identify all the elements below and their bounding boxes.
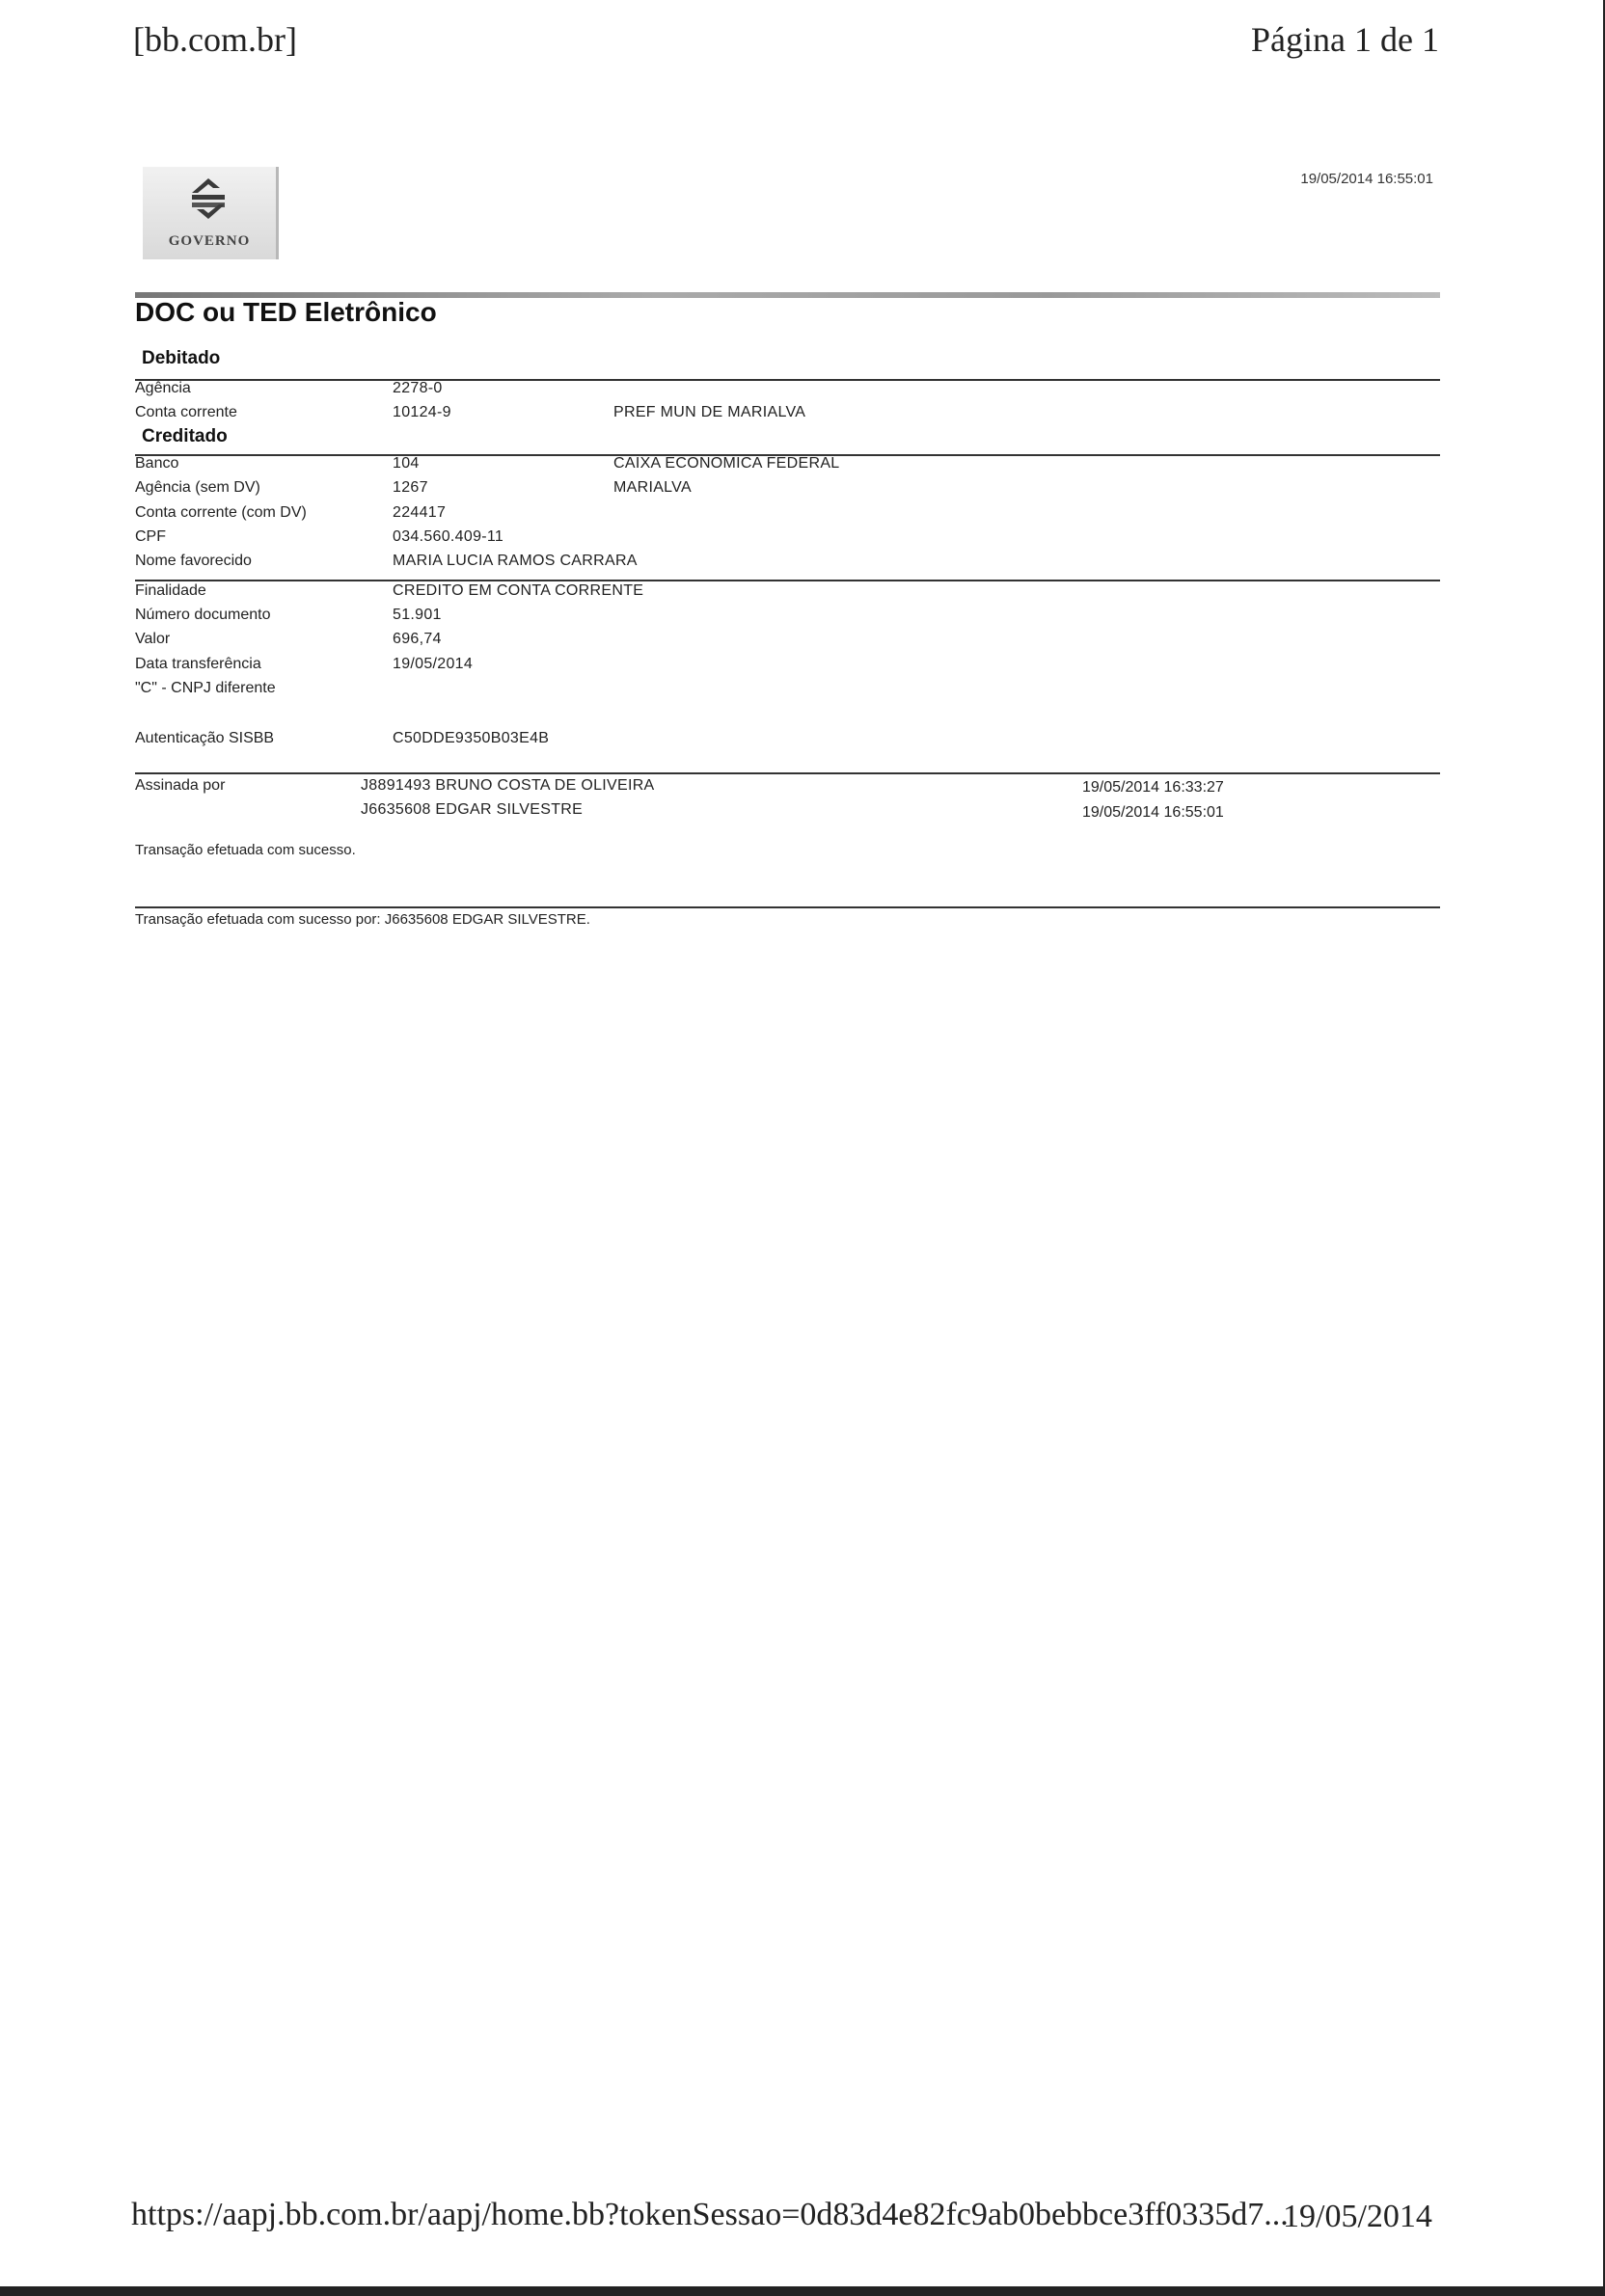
scan-edge-bottom xyxy=(0,2286,1605,2296)
label-data-transferencia: Data transferência xyxy=(135,656,261,672)
section-divider xyxy=(135,772,1440,774)
value-cpf: 034.560.409-11 xyxy=(393,528,504,545)
section-divider xyxy=(135,379,1440,381)
signer-datetime: 19/05/2014 16:55:01 xyxy=(1082,804,1224,821)
note-cnpj-diferente: "C" - CNPJ diferente xyxy=(135,680,276,696)
bank-logo xyxy=(143,167,279,259)
label-valor: Valor xyxy=(135,631,171,647)
label-banco: Banco xyxy=(135,455,179,472)
value-nome-favorecido: MARIA LUCIA RAMOS CARRARA xyxy=(393,553,638,569)
section-debitado-heading: Debitado xyxy=(142,348,221,368)
print-header-site: [bb.com.br] xyxy=(133,20,297,59)
label-nome-favorecido: Nome favorecido xyxy=(135,553,252,569)
value-banco: 104 xyxy=(393,455,420,472)
print-header-page: Página 1 de 1 xyxy=(1251,20,1439,59)
print-footer-date: 19/05/2014 xyxy=(1283,2199,1432,2234)
value-creditado-conta: 224417 xyxy=(393,504,447,521)
footer-divider xyxy=(135,906,1440,908)
value-finalidade: CREDITO EM CONTA CORRENTE xyxy=(393,582,644,599)
section-divider xyxy=(135,580,1440,581)
value-banco-name: CAIXA ECONOMICA FEDERAL xyxy=(613,455,840,472)
value-numero-documento: 51.901 xyxy=(393,607,442,623)
signer-name: J6635608 EDGAR SILVESTRE xyxy=(361,801,584,818)
label-cpf: CPF xyxy=(135,528,166,545)
value-debitado-conta: 10124-9 xyxy=(393,404,451,420)
value-creditado-agencia: 1267 xyxy=(393,479,428,496)
label-finalidade: Finalidade xyxy=(135,582,206,599)
label-creditado-conta: Conta corrente (com DV) xyxy=(135,504,307,521)
logo-text: GOVERNO xyxy=(168,233,251,249)
label-numero-documento: Número documento xyxy=(135,607,271,623)
footer-message: Transação efetuada com sucesso por: J6635608 EDGAR SILVESTRE. xyxy=(135,911,590,928)
banco-do-brasil-logo-icon xyxy=(184,176,232,221)
value-debitado-conta-name: PREF MUN DE MARIALVA xyxy=(613,404,806,420)
signer-datetime: 19/05/2014 16:33:27 xyxy=(1082,779,1224,796)
print-timestamp: 19/05/2014 16:55:01 xyxy=(1300,171,1433,187)
value-valor: 696,74 xyxy=(393,631,442,647)
page-title: DOC ou TED Eletrônico xyxy=(135,297,437,327)
label-debitado-conta: Conta corrente xyxy=(135,404,237,420)
label-autenticacao: Autenticação SISBB xyxy=(135,730,275,746)
label-creditado-agencia: Agência (sem DV) xyxy=(135,479,260,496)
label-assinada-por: Assinada por xyxy=(135,777,226,794)
label-debitado-agencia: Agência xyxy=(135,380,191,396)
value-data-transferencia: 19/05/2014 xyxy=(393,656,474,672)
value-autenticacao: C50DDE9350B03E4B xyxy=(393,730,550,746)
value-creditado-agencia-name: MARIALVA xyxy=(613,479,692,496)
status-message: Transação efetuada com sucesso. xyxy=(135,842,356,858)
signer-name: J8891493 BRUNO COSTA DE OLIVEIRA xyxy=(361,777,655,794)
section-creditado-heading: Creditado xyxy=(142,426,228,446)
value-debitado-agencia: 2278-0 xyxy=(393,380,443,396)
print-footer-url: https://aapj.bb.com.br/aapj/home.bb?tokenSessao=0d83d4e82fc9ab0bebbce3ff0335d7... xyxy=(131,2197,1289,2232)
